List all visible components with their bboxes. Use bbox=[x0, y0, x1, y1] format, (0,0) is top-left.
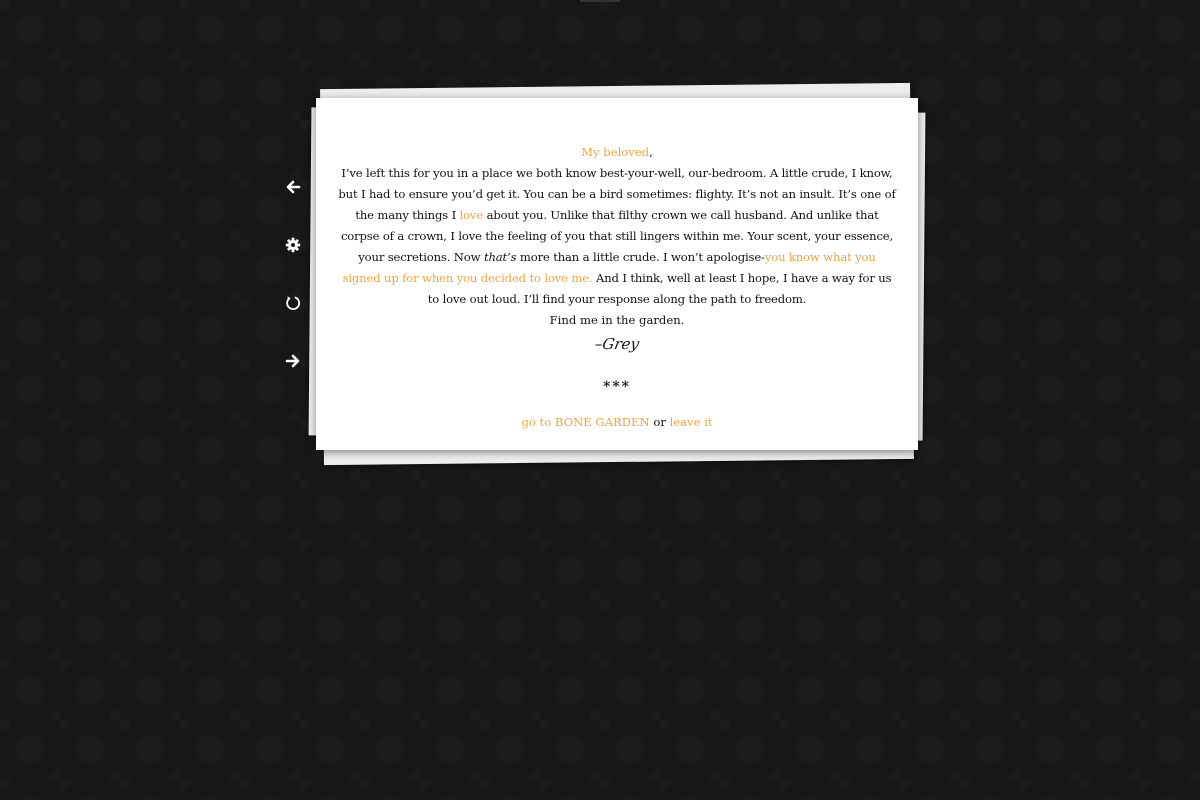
go-bone-garden-link[interactable]: go to BONE GARDEN bbox=[521, 415, 650, 429]
top-notch bbox=[580, 0, 620, 2]
section-separator: *** bbox=[603, 379, 631, 395]
love-link[interactable]: love bbox=[459, 208, 484, 222]
letter-body-part-1: I’ve left this for you in a place we both know best-your-well, our-bedroom. A little crude, I know, but I had to ensure you’d get it. You can be a bird sometimes: flighty. It’s not an insult. It’s one of the many things I bbox=[338, 166, 896, 222]
choice-or-text: or bbox=[649, 415, 670, 429]
gear-icon bbox=[285, 237, 301, 253]
story-passage bbox=[338, 142, 896, 433]
letter-body bbox=[338, 163, 896, 310]
settings-button[interactable] bbox=[276, 228, 310, 262]
greeting-punct: , bbox=[649, 145, 653, 159]
letter-signature: –Grey bbox=[593, 335, 641, 353]
letter-body-part-2: about you. Unlike that filthy crown we call husband. And unlike that corpse of a crown, I love the feeling of you that still lingers within me. Your scent, your essence, your secretions. Now bbox=[340, 208, 894, 264]
restart-icon bbox=[285, 295, 301, 311]
choice-links bbox=[338, 412, 896, 433]
signed-up-link[interactable]: you know what you signed up for when you decided to love me. bbox=[342, 250, 876, 285]
leave-it-link[interactable]: leave it bbox=[669, 415, 713, 429]
back-button[interactable] bbox=[276, 170, 310, 204]
letter-body-part-4: And I think, well at least I hope, I have a way for us to love out loud. I’ll find your response along the path to freedom. bbox=[427, 271, 892, 306]
arrow-left-icon bbox=[285, 179, 301, 195]
greeting-link[interactable]: My beloved bbox=[581, 145, 650, 159]
arrow-right-icon bbox=[285, 353, 301, 369]
letter-emphasis: that’s bbox=[483, 250, 517, 264]
letter-greeting bbox=[338, 142, 896, 163]
forward-button[interactable] bbox=[276, 344, 310, 378]
letter-body-part-3: more than a little crude. I won’t apologise- bbox=[516, 250, 765, 264]
restart-button[interactable] bbox=[276, 286, 310, 320]
letter-closing: Find me in the garden. bbox=[549, 313, 685, 327]
